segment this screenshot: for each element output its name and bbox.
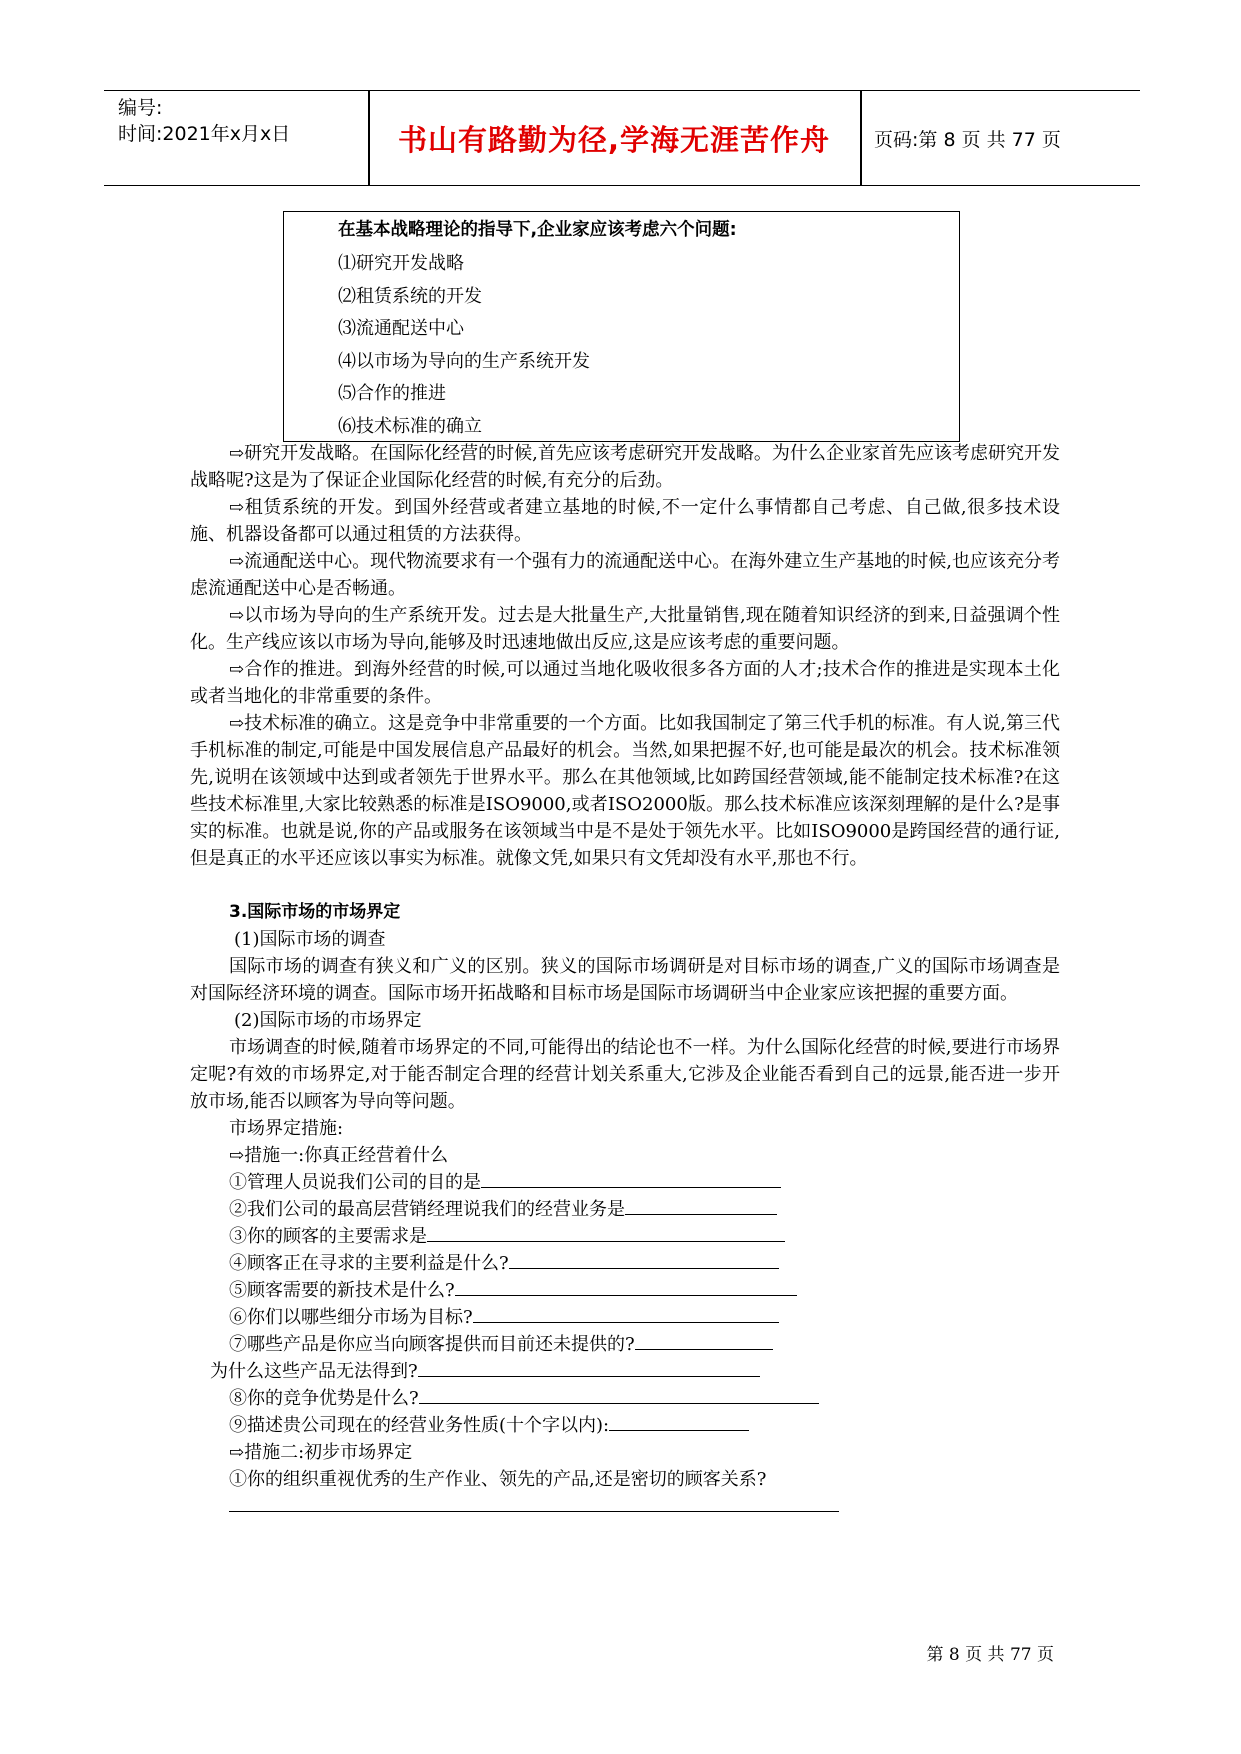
question-item	[190, 1304, 1060, 1331]
paragraph-market-oriented-production: ⇨以市场为导向的生产系统开发。过去是大批量生产,大批量销售,现在随着知识经济的到来,日益强调个性化。生产线应该以市场为导向,能够及时迅速地做出反应,这是应该考虑的重要问题。	[190, 605, 1060, 653]
section-heading: 3.国际市场的市场界定	[229, 902, 401, 922]
question-item	[190, 1277, 1060, 1304]
paragraph-leasing-system: ⇨租赁系统的开发。到国外经营或者建立基地的时候,不一定什么事情都自己考虑、自己做,很多技术设施、机器设备都可以通过租赁的方法获得。	[190, 497, 1060, 545]
page-footer: 第 8 页 共 77 页	[926, 1645, 1054, 1665]
answer-blank[interactable]	[455, 1278, 797, 1296]
answer-blank[interactable]	[509, 1251, 779, 1269]
measure-two-heading: ⇨措施二:初步市场界定	[229, 1442, 413, 1463]
question-item	[190, 1358, 1060, 1385]
answer-blank[interactable]	[481, 1170, 781, 1188]
question-text: ④顾客正在寻求的主要利益是什么?	[229, 1253, 509, 1274]
subsection-heading: (1)国际市场的调查	[234, 929, 386, 950]
number-label: 编号:	[118, 97, 163, 119]
question-item	[190, 1169, 1060, 1196]
subsection-heading: (2)国际市场的市场界定	[234, 1010, 422, 1031]
list-item: ⑸合作的推进	[338, 383, 446, 404]
question-text: ③你的顾客的主要需求是	[229, 1226, 427, 1247]
paragraph-market-definition: 市场调查的时候,随着市场界定的不同,可能得出的结论也不一样。为什么国际化经营的时候,要进行市场界定呢?有效的市场界定,对于能否制定合理的经营计划关系重大,它涉及企业能否看到自己的远景,能否进一步开放市场,能否以顾客为导向等问题。	[190, 1037, 1060, 1112]
answer-blank[interactable]	[418, 1359, 760, 1377]
question-text: ⑤顾客需要的新技术是什么?	[229, 1280, 455, 1301]
question-item	[190, 1223, 1060, 1250]
list-item: ⑵租赁系统的开发	[338, 285, 482, 307]
paragraph-rd-strategy: ⇨研究开发战略。在国际化经营的时候,首先应该考虑研究开发战略。为什么企业家首先应该考虑研究开发战略呢?这是为了保证企业国际化经营的时候,有充分的后劲。	[190, 443, 1060, 491]
answer-blank[interactable]	[427, 1224, 785, 1242]
page-header	[104, 90, 1140, 186]
paragraph-technical-standards: ⇨技术标准的确立。这是竞争中非常重要的一个方面。比如我国制定了第三代手机的标准。有人说,第三代手机标准的制定,可能是中国发展信息产品最好的机会。当然,如果把握不好,也可能是最次的机会。技术标准领先,说明在该领域中达到或者领先于世界水平。那么在其他领域,比如跨国经营领域,能不能制定技术标准?在这些技术标准里,大家比较熟悉的标准是ISO9000,或者ISO2000版。那么技术标准应该深刻理解的是什么?是事实的标准。也就是说,你的产品或服务在该领域当中是不是处于领先水平。比如ISO9000是跨国经营的通行证,但是真正的水平还应该以事实为标准。就像文凭,如果只有文凭却没有水平,那也不行。	[190, 713, 1060, 869]
question-item	[190, 1385, 1060, 1412]
list-item: ⑹技术标准的确立	[338, 415, 482, 437]
list-item: ⑷以市场为导向的生产系统开发	[338, 350, 590, 372]
paragraph-cooperation: ⇨合作的推进。到海外经营的时候,可以通过当地化吸收很多各方面的人才;技术合作的推进是实现本土化或者当地化的非常重要的条件。	[190, 659, 1060, 707]
answer-blank[interactable]	[229, 1494, 839, 1512]
question-item	[190, 1331, 1060, 1358]
question-item: ①你的组织重视优秀的生产作业、领先的产品,还是密切的顾客关系?	[229, 1469, 767, 1490]
strategy-list	[338, 248, 590, 443]
answer-blank[interactable]	[609, 1413, 749, 1431]
question-item	[190, 1250, 1060, 1277]
question-item	[190, 1412, 1060, 1439]
question-item	[190, 1196, 1060, 1223]
question-text: ⑦哪些产品是你应当向顾客提供而目前还未提供的?	[229, 1334, 635, 1355]
list-item: ⑶流通配送中心	[338, 318, 464, 339]
header-page-label: 页码:第 8 页 共 77 页	[874, 128, 1061, 151]
header-meta	[118, 95, 290, 147]
header-motto: 书山有路勤为径,学海无涯苦作舟	[397, 122, 831, 157]
box-title: 在基本战略理论的指导下,企业家应该考虑六个问题:	[338, 220, 737, 240]
header-page-number	[874, 91, 1061, 185]
paragraph-market-survey: 国际市场的调查有狭义和广义的区别。狭义的国际市场调研是对目标市场的调查,广义的国际市场调查是对国际经济环境的调查。国际市场开拓战略和目标市场是国际市场调研当中企业家应该把握的重要方面。	[190, 956, 1060, 1004]
paragraph-distribution-center: ⇨流通配送中心。现代物流要求有一个强有力的流通配送中心。在海外建立生产基地的时候,也应该充分考虑流通配送中心是否畅通。	[190, 551, 1060, 599]
strategy-questions-box	[283, 211, 960, 442]
measures-label: 市场界定措施:	[229, 1118, 344, 1139]
measure-one-heading: ⇨措施一:你真正经营着什么	[229, 1145, 449, 1166]
answer-blank[interactable]	[473, 1305, 779, 1323]
time-label: 时间:2021年x月x日	[118, 123, 291, 145]
body-text	[190, 440, 1060, 1520]
question-text: ②我们公司的最高层营销经理说我们的经营业务是	[229, 1199, 625, 1220]
question-item	[190, 1493, 1060, 1520]
list-item: ⑴研究开发战略	[338, 253, 464, 274]
answer-blank[interactable]	[419, 1386, 819, 1404]
question-text: ⑨描述贵公司现在的经营业务性质(十个字以内):	[229, 1415, 610, 1436]
answer-blank[interactable]	[635, 1332, 773, 1350]
answer-blank[interactable]	[625, 1197, 777, 1215]
header-divider-right	[860, 91, 862, 185]
question-text: 为什么这些产品无法得到?	[210, 1361, 418, 1382]
question-text: ⑧你的竞争优势是什么?	[229, 1388, 419, 1409]
question-text: ⑥你们以哪些细分市场为目标?	[229, 1307, 473, 1328]
question-text: ①管理人员说我们公司的目的是	[229, 1172, 481, 1193]
